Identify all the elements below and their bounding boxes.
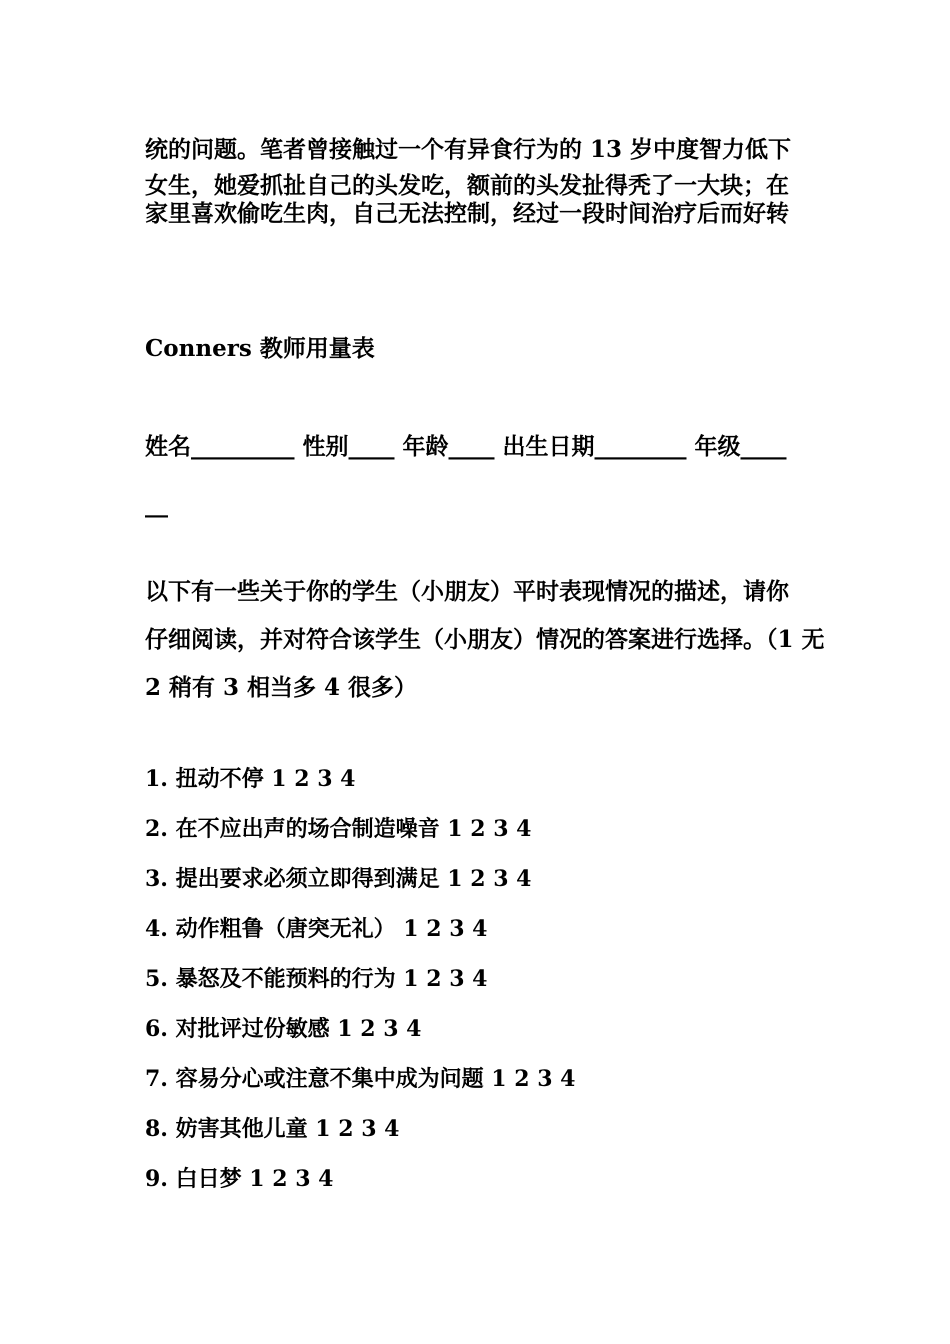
questionnaire-item-3: 3. 提出要求必须立即得到满足 1 2 3 4 (145, 866, 532, 892)
questionnaire-item-7: 7. 容易分心或注意不集中成为问题 1 2 3 4 (145, 1066, 576, 1092)
questionnaire-item-2: 2. 在不应出声的场合制造噪音 1 2 3 4 (145, 816, 532, 842)
instructions-line-1: 以下有一些关于你的学生（小朋友）平时表现情况的描述，请你 (145, 578, 789, 605)
questionnaire-item-5: 5. 暴怒及不能预料的行为 1 2 3 4 (145, 966, 488, 992)
instructions-line-3: 2 稍有 3 相当多 4 很多） (145, 674, 418, 701)
questionnaire-item-6: 6. 对批评过份敏感 1 2 3 4 (145, 1016, 422, 1042)
questionnaire-item-8: 8. 妨害其他儿童 1 2 3 4 (145, 1116, 400, 1142)
intro-paragraph (145, 134, 810, 230)
questionnaire-item-9: 9. 白日梦 1 2 3 4 (145, 1166, 334, 1192)
intro-line-2: 女生，她爱抓扯自己的头发吃，额前的头发扯得秃了一大块；在 (145, 172, 789, 199)
questionnaire-item-1: 1. 扭动不停 1 2 3 4 (145, 766, 356, 792)
questionnaire-item-4: 4. 动作粗鲁（唐突无礼） 1 2 3 4 (145, 916, 488, 942)
student-info-fields (145, 432, 810, 520)
intro-line-1: 统的问题。笔者曾接触过一个有异食行为的 13 岁中度智力低下 (145, 136, 792, 163)
intro-line-3: 家里喜欢偷吃生肉，自己无法控制，经过一段时间治疗后而好转 (145, 200, 789, 227)
info-fields-line-2: __ (145, 491, 168, 518)
instructions-paragraph (145, 568, 825, 712)
info-fields-line-1: 姓名_________ 性别____ 年龄____ 出生日期________ 年级____ (145, 433, 787, 460)
questionnaire-items (145, 754, 810, 1204)
scale-title: Conners 教师用量表 (145, 335, 375, 362)
instructions-line-2: 仔细阅读，并对符合该学生（小朋友）情况的答案进行选择。（1 无 (145, 626, 825, 653)
